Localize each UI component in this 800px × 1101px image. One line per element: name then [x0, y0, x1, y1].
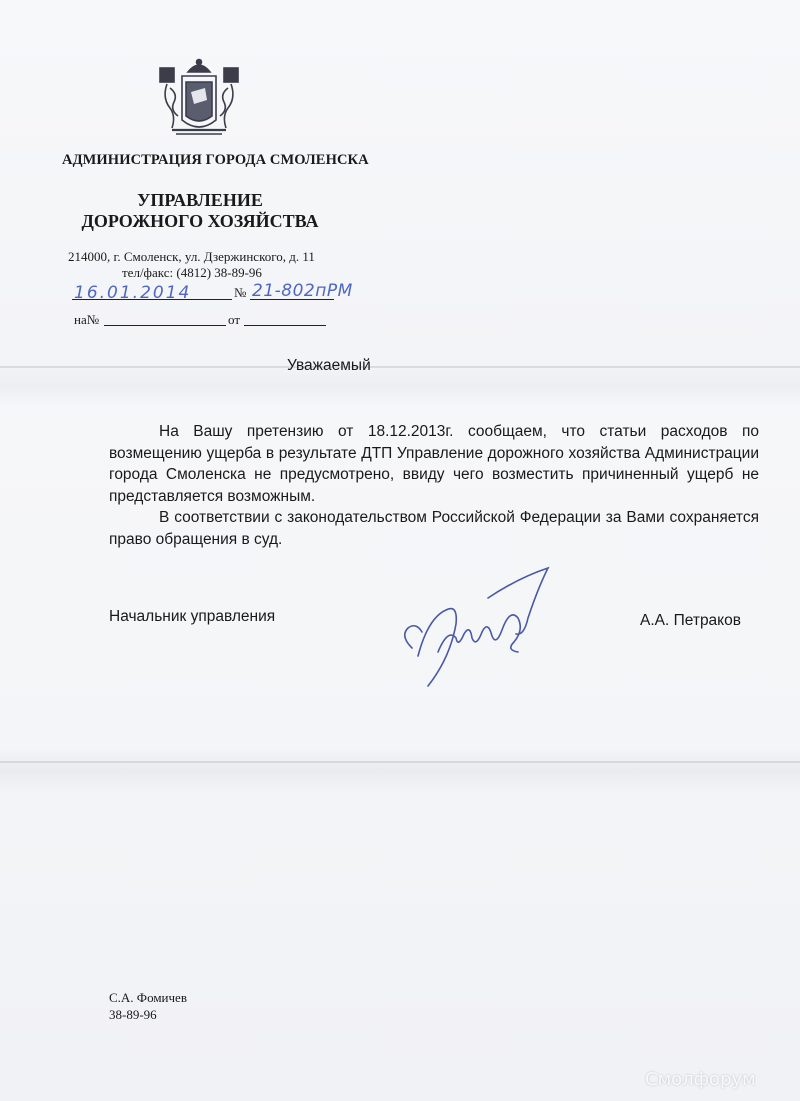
body-paragraph-2: В соответствии с законодательством Российской Федерации за Вами сохраняется право обращения в суд. [109, 509, 759, 548]
address: 214000, г. Смоленск, ул. Дзержинского, д. 11 [68, 249, 315, 264]
body-paragraph-1: На Вашу претензию от 18.12.2013г. сообщаем, что статьи расходов по возмещению ущерба в результате ДТП Управление дорожного хозяйства Администрации города Смоленска не предусмотрено, ввиду чего возместить причиненный ущерб не представляется возможным. [109, 423, 759, 505]
coat-of-arms-icon [158, 58, 240, 136]
executor-block [109, 989, 187, 1023]
department-line-1: УПРАВЛЕНИЕ [137, 190, 263, 210]
watermark: Смолфорум [645, 1069, 756, 1090]
department-line-2: ДОРОЖНОГО ХОЗЯЙСТВА [81, 211, 319, 231]
paper-fold [0, 761, 800, 763]
department-name [79, 190, 321, 232]
signer-position: Начальник управления [109, 608, 276, 625]
phone-fax: тел/факс: (4812) 38-89-96 [122, 265, 262, 280]
signer-name: А.А. Петраков [640, 612, 741, 629]
outgoing-number: 21-802пРМ [252, 281, 353, 301]
paper-fold [0, 366, 800, 368]
letter-body [109, 421, 759, 550]
reply-date-line [244, 325, 326, 326]
executor-phone: 38-89-96 [109, 1007, 157, 1022]
organization-name: АДМИНИСТРАЦИЯ ГОРОДА СМОЛЕНСКА [62, 152, 369, 168]
executor-name: С.А. Фомичев [109, 990, 187, 1005]
reply-number-line [104, 325, 226, 326]
number-underline [250, 299, 334, 300]
reply-to-label: на№ [74, 312, 100, 327]
number-prefix: № [234, 285, 247, 300]
greeting: Уважаемый [287, 357, 371, 374]
outgoing-date: 16.01.2014 [74, 283, 192, 303]
reply-from-label: от [228, 312, 241, 327]
handwritten-signature [398, 558, 558, 698]
date-underline [72, 299, 232, 300]
